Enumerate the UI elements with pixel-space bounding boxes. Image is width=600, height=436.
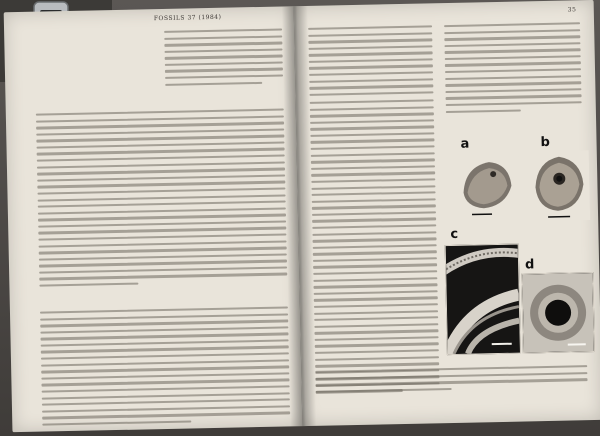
right-page-text-col1 — [308, 25, 433, 100]
left-page-body-text — [36, 108, 288, 291]
micrograph-figure — [443, 134, 593, 363]
panel-label-d: d — [524, 257, 535, 273]
panel-label-c: c — [450, 226, 459, 242]
left-running-head: FOSSILS 37 (1984) — [153, 13, 222, 23]
panel-label-a: a — [460, 136, 470, 152]
sem-panel-c — [445, 244, 521, 356]
right-page-lower-col1 — [310, 99, 440, 398]
figure-caption — [315, 362, 588, 397]
left-page — [4, 6, 303, 432]
right-page — [294, 0, 600, 426]
left-page-lower-text — [40, 306, 290, 430]
open-book — [4, 0, 600, 436]
panel-label-b: b — [540, 134, 551, 151]
page-number: 35 — [567, 6, 577, 14]
fossil-micrograph-b — [527, 150, 590, 221]
left-page-top-text — [164, 28, 283, 90]
fossil-micrograph-a — [453, 152, 520, 219]
sem-panel-d — [521, 272, 595, 353]
right-page-text-col2 — [444, 22, 582, 117]
